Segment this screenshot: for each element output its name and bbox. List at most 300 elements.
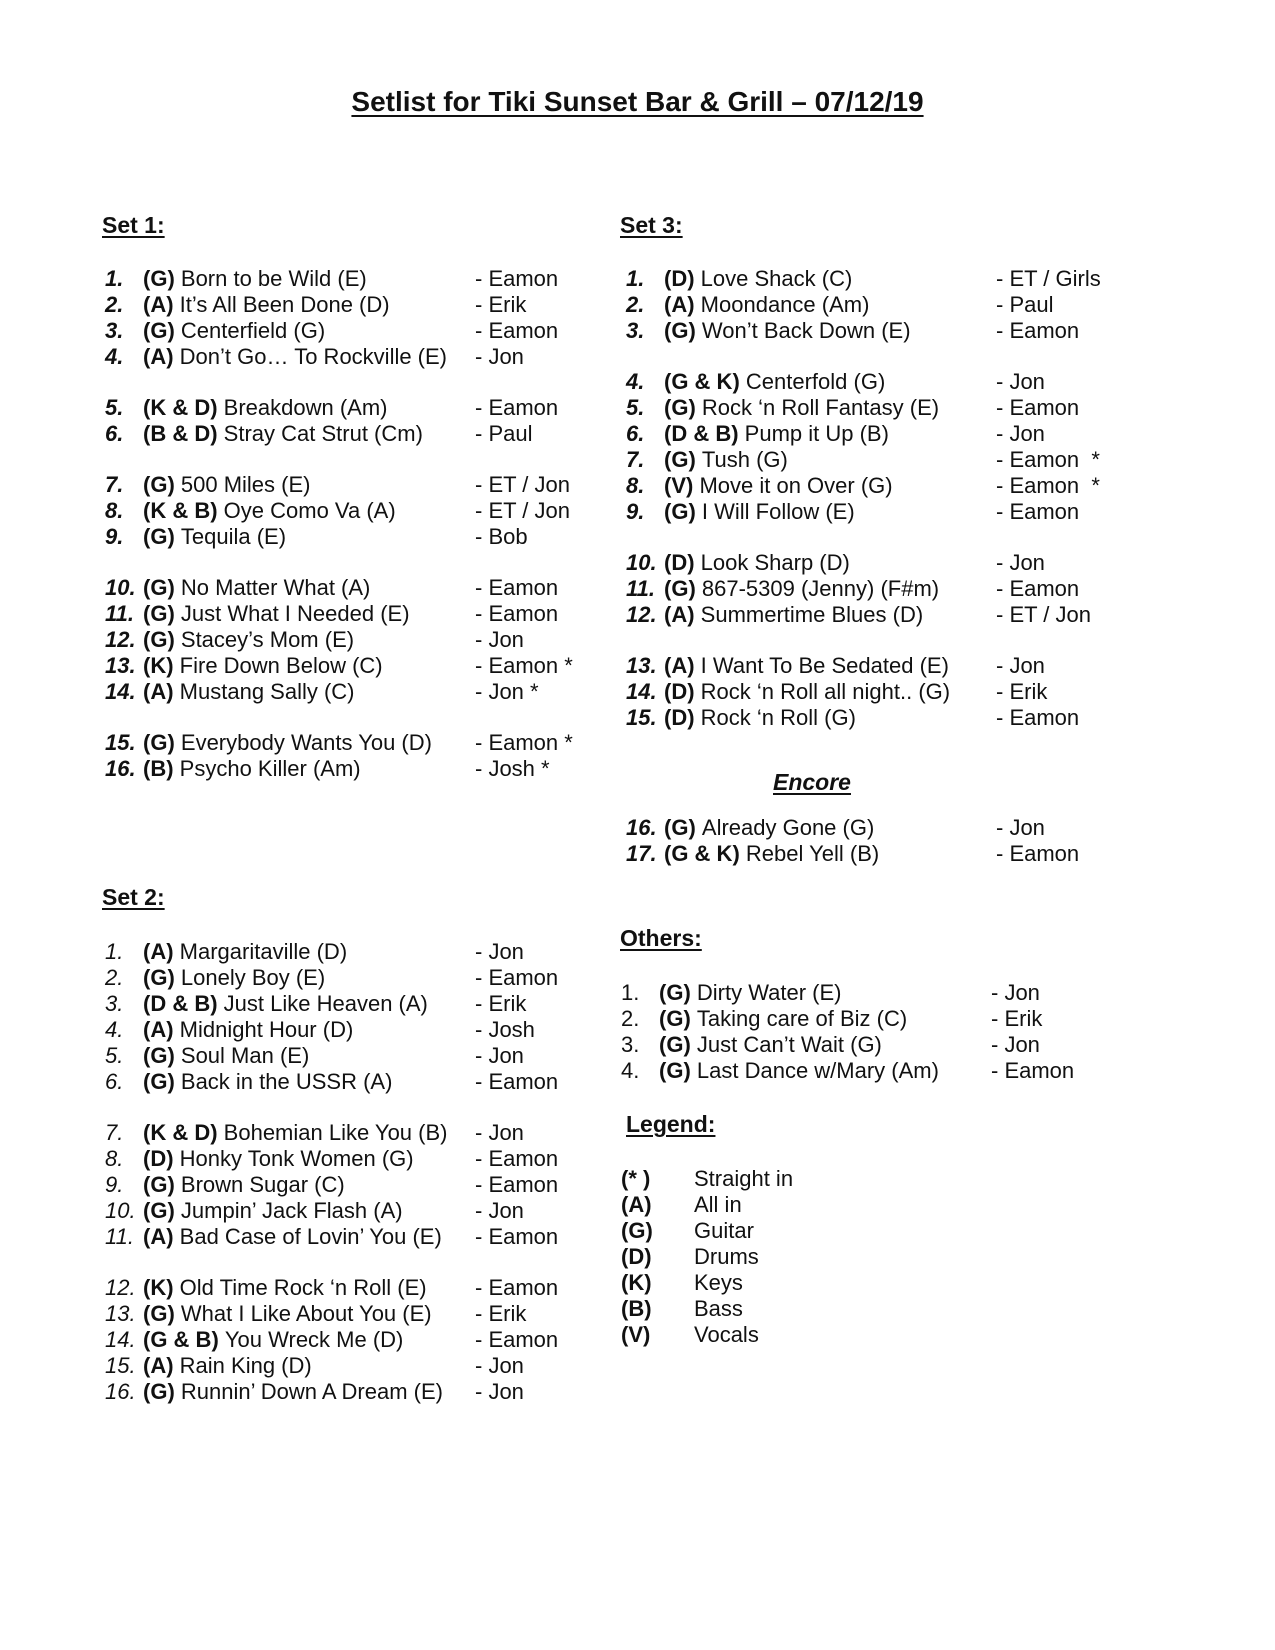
song-number: 8. [105, 498, 124, 523]
song-number: 12. [105, 627, 136, 652]
song-row [105, 472, 625, 498]
song-singer: - ET / Girls [996, 266, 1101, 291]
song-label [664, 602, 923, 628]
song-title: Runnin’ Down A Dream (E) [180, 1379, 443, 1404]
song-singer: - Jon [475, 1043, 524, 1068]
song-title: Stray Cat Strut (Cm) [223, 421, 423, 446]
song-singer: - Paul [475, 421, 533, 446]
song-title: Pump it Up (B) [744, 421, 889, 446]
song-label [143, 1327, 403, 1353]
song-instrument: (B & D) [143, 421, 218, 446]
song-instrument: (K & D) [143, 395, 218, 420]
song-instrument: (G) [664, 815, 696, 840]
song-label [143, 1353, 312, 1379]
song-label [143, 965, 325, 991]
song-row [626, 602, 1146, 628]
song-title: Jumpin’ Jack Flash (A) [180, 1198, 403, 1223]
song-label [143, 1379, 443, 1405]
page-title: Setlist for Tiki Sunset Bar & Grill – 07/12/19 [351, 86, 924, 117]
song-instrument: (K & B) [143, 498, 218, 523]
legend-item [621, 1192, 921, 1218]
song-singer: - Jon [475, 344, 524, 369]
song-number: 9. [105, 524, 124, 549]
legend-item [621, 1218, 921, 1244]
song-title: Old Time Rock ‘n Roll (E) [179, 1275, 427, 1300]
song-instrument: (G) [143, 1043, 175, 1068]
song-instrument: (G) [664, 447, 696, 472]
song-number: 1. [621, 980, 640, 1005]
song-title: Margaritaville (D) [179, 939, 348, 964]
song-row [105, 1379, 625, 1405]
song-instrument: (A) [664, 653, 695, 678]
song-row [626, 815, 1146, 841]
song-title: I Will Follow (E) [701, 499, 855, 524]
song-title: 867-5309 (Jenny) (F#m) [701, 576, 940, 601]
song-label [143, 266, 367, 292]
song-title: No Matter What (A) [180, 575, 371, 600]
song-label [143, 601, 410, 627]
song-title: Tush (G) [701, 447, 788, 472]
song-title: Just Like Heaven (A) [223, 991, 428, 1016]
song-title: Back in the USSR (A) [180, 1069, 393, 1094]
song-number: 5. [626, 395, 645, 420]
song-number: 14. [626, 679, 657, 704]
legend-item [621, 1322, 921, 1348]
song-row [105, 730, 625, 756]
song-singer: - Eamon [475, 395, 559, 420]
song-number: 11. [105, 1224, 134, 1249]
song-singer: - Eamon [475, 601, 559, 626]
song-number: 11. [626, 576, 655, 601]
song-singer: - Eamon [475, 266, 559, 291]
song-label [143, 1301, 432, 1327]
song-row [105, 1301, 625, 1327]
song-row [621, 1006, 1141, 1032]
song-instrument: (V) [664, 473, 694, 498]
song-label [664, 266, 852, 292]
song-title: Bad Case of Lovin’ You (E) [179, 1224, 442, 1249]
song-singer: - ET / Jon [996, 602, 1091, 627]
song-row [626, 550, 1146, 576]
song-title: Midnight Hour (D) [179, 1017, 354, 1042]
song-singer: - Jon [475, 1120, 524, 1145]
song-instrument: (G) [143, 730, 175, 755]
legend-value: All in [694, 1192, 742, 1217]
song-instrument: (G) [664, 576, 696, 601]
song-number: 1. [105, 266, 124, 291]
song-label [143, 627, 354, 653]
song-row [626, 395, 1146, 421]
others-list [621, 980, 1141, 1084]
song-singer: - Eamon [996, 841, 1080, 866]
song-row [105, 939, 625, 965]
legend-key: (K) [621, 1270, 652, 1295]
song-number: 8. [105, 1146, 124, 1171]
song-number: 5. [105, 395, 124, 420]
song-label [664, 499, 855, 525]
song-row [105, 318, 625, 344]
song-number: 12. [626, 602, 657, 627]
song-row [626, 576, 1146, 602]
song-row [105, 498, 625, 524]
song-instrument: (G) [143, 472, 175, 497]
set3-heading: Set 3: [620, 212, 683, 238]
song-number: 2. [621, 1006, 640, 1031]
song-label [143, 575, 370, 601]
song-row [105, 1043, 625, 1069]
song-label [659, 980, 842, 1006]
song-label [664, 318, 911, 344]
song-title: Just What I Needed (E) [180, 601, 410, 626]
song-instrument: (G & K) [664, 369, 740, 394]
legend-key: (D) [621, 1244, 652, 1269]
song-title: Move it on Over (G) [699, 473, 893, 498]
song-number: 1. [105, 939, 124, 964]
song-number: 2. [626, 292, 645, 317]
song-title: Lonely Boy (E) [180, 965, 326, 990]
song-instrument: (A) [143, 1224, 174, 1249]
song-instrument: (G) [664, 395, 696, 420]
song-singer: - Eamon [475, 318, 559, 343]
song-singer: - Jon [996, 653, 1045, 678]
legend-key: (* ) [621, 1166, 651, 1191]
song-row [626, 266, 1146, 292]
set1-heading: Set 1: [102, 212, 165, 238]
song-instrument: (A) [664, 292, 695, 317]
song-instrument: (A) [143, 292, 174, 317]
song-singer: - Jon * [475, 679, 539, 704]
song-singer: - Jon [475, 939, 524, 964]
song-singer: - Erik [475, 1301, 527, 1326]
song-instrument: (G) [143, 1069, 175, 1094]
song-instrument: (A) [143, 1353, 174, 1378]
song-instrument: (G) [659, 1032, 691, 1057]
song-instrument: (D) [664, 705, 695, 730]
song-singer: - Eamon [475, 1224, 559, 1249]
song-row [105, 524, 625, 550]
song-row [105, 965, 625, 991]
song-singer: - Jon [475, 1379, 524, 1404]
song-number: 3. [105, 318, 124, 343]
song-singer: - Jon [991, 980, 1040, 1005]
song-singer: - Eamon * [996, 447, 1100, 472]
legend-key: (G) [621, 1218, 653, 1243]
legend-value: Guitar [694, 1218, 754, 1243]
song-label [664, 576, 939, 602]
song-title: Born to be Wild (E) [180, 266, 367, 291]
song-number: 13. [105, 653, 136, 678]
song-instrument: (G) [143, 1379, 175, 1404]
song-title: Soul Man (E) [180, 1043, 310, 1068]
song-number: 17. [626, 841, 657, 866]
song-singer: - Eamon [996, 705, 1080, 730]
legend-item [621, 1244, 921, 1270]
song-label [143, 756, 361, 782]
song-number: 16. [105, 756, 136, 781]
song-singer: - Eamon * [475, 730, 573, 755]
song-label [143, 1275, 427, 1301]
song-label [664, 292, 869, 318]
song-label [664, 473, 893, 499]
legend-item [621, 1270, 921, 1296]
song-number: 9. [626, 499, 645, 524]
song-row [626, 421, 1146, 447]
song-title: Tequila (E) [180, 524, 287, 549]
song-row [626, 292, 1146, 318]
song-instrument: (D) [143, 1146, 174, 1171]
song-singer: - Jon [991, 1032, 1040, 1057]
song-label [664, 841, 879, 867]
song-number: 13. [105, 1301, 136, 1326]
song-number: 12. [105, 1275, 136, 1300]
song-number: 3. [626, 318, 645, 343]
song-title: Centerfield (G) [180, 318, 326, 343]
song-row [105, 1224, 625, 1250]
song-instrument: (G) [143, 524, 175, 549]
song-singer: - Eamon * [996, 473, 1100, 498]
song-instrument: (K) [143, 653, 174, 678]
song-instrument: (G) [143, 1198, 175, 1223]
song-singer: - Erik [991, 1006, 1043, 1031]
song-singer: - Eamon [475, 1172, 559, 1197]
song-label [659, 1032, 882, 1058]
legend-item [621, 1166, 921, 1192]
song-row [105, 421, 625, 447]
song-label [143, 344, 447, 370]
song-number: 9. [105, 1172, 124, 1197]
song-number: 5. [105, 1043, 124, 1068]
song-row [105, 601, 625, 627]
song-label [664, 653, 949, 679]
song-instrument: (G) [664, 318, 696, 343]
song-title: Stacey’s Mom (E) [180, 627, 355, 652]
song-instrument: (D) [664, 679, 695, 704]
song-title: Centerfold (G) [745, 369, 886, 394]
song-singer: - Erik [475, 292, 527, 317]
song-number: 8. [626, 473, 645, 498]
song-title: Mustang Sally (C) [179, 679, 355, 704]
song-row [105, 1353, 625, 1379]
song-singer: - Eamon [996, 395, 1080, 420]
legend-key: (A) [621, 1192, 652, 1217]
song-instrument: (A) [143, 939, 174, 964]
song-number: 2. [105, 292, 124, 317]
legend-value: Straight in [694, 1166, 794, 1191]
song-row [105, 991, 625, 1017]
song-number: 6. [105, 421, 124, 446]
song-instrument: (G) [143, 1172, 175, 1197]
song-number: 3. [621, 1032, 640, 1057]
song-label [664, 679, 950, 705]
song-label [143, 679, 355, 705]
song-instrument: (G) [659, 1006, 691, 1031]
song-label [664, 447, 788, 473]
encore-heading: Encore [773, 769, 851, 795]
song-number: 10. [105, 575, 136, 600]
song-singer: - Eamon [475, 1146, 559, 1171]
song-row [105, 1172, 625, 1198]
song-row [626, 447, 1146, 473]
song-label [664, 705, 856, 731]
song-label [143, 939, 347, 965]
song-singer: - Erik [996, 679, 1048, 704]
song-row [626, 841, 1146, 867]
song-instrument: (K & D) [143, 1120, 218, 1145]
song-instrument: (G) [143, 601, 175, 626]
song-title: Don’t Go… To Rockville (E) [179, 344, 448, 369]
song-singer: - Eamon [475, 965, 559, 990]
song-number: 15. [105, 730, 136, 755]
song-label [143, 1146, 414, 1172]
song-title: Brown Sugar (C) [180, 1172, 345, 1197]
song-row [105, 1120, 625, 1146]
song-instrument: (G) [143, 965, 175, 990]
set1-list [105, 266, 625, 782]
song-instrument: (D & B) [143, 991, 218, 1016]
song-row [105, 292, 625, 318]
song-number: 15. [105, 1353, 136, 1378]
song-label [664, 421, 889, 447]
song-instrument: (G) [143, 1301, 175, 1326]
song-number: 11. [105, 601, 134, 626]
song-row [105, 679, 625, 705]
song-label [143, 318, 325, 344]
song-title: You Wreck Me (D) [224, 1327, 404, 1352]
song-singer: - Eamon [996, 576, 1080, 601]
song-instrument: (D) [664, 266, 695, 291]
song-row [626, 318, 1146, 344]
song-title: Rock ‘n Roll all night.. (G) [700, 679, 951, 704]
song-title: Moondance (Am) [700, 292, 870, 317]
song-singer: - Paul [996, 292, 1054, 317]
song-title: Dirty Water (E) [696, 980, 842, 1005]
song-number: 16. [105, 1379, 136, 1404]
song-number: 6. [626, 421, 645, 446]
song-row [105, 756, 625, 782]
song-title: Look Sharp (D) [700, 550, 850, 575]
song-label [664, 550, 850, 576]
song-instrument: (G & K) [664, 841, 740, 866]
song-label [143, 524, 286, 550]
song-singer: - Eamon [996, 318, 1080, 343]
song-number: 2. [105, 965, 124, 990]
song-singer: - Jon [996, 421, 1045, 446]
song-row [621, 1058, 1141, 1084]
song-singer: - Jon [996, 815, 1045, 840]
song-number: 15. [626, 705, 657, 730]
song-singer: - Jon [475, 627, 524, 652]
song-title: Rebel Yell (B) [745, 841, 880, 866]
song-instrument: (G) [143, 575, 175, 600]
song-label [143, 1017, 353, 1043]
song-singer: - Eamon * [475, 653, 573, 678]
legend-key: (B) [621, 1296, 652, 1321]
song-number: 13. [626, 653, 657, 678]
song-title: 500 Miles (E) [180, 472, 311, 497]
song-singer: - Eamon [475, 1327, 559, 1352]
song-row [626, 369, 1146, 395]
song-singer: - Eamon [991, 1058, 1075, 1083]
song-title: Breakdown (Am) [223, 395, 388, 420]
song-singer: - Jon [475, 1198, 524, 1223]
song-row [105, 266, 625, 292]
song-title: Love Shack (C) [700, 266, 853, 291]
song-row [105, 1327, 625, 1353]
legend-item [621, 1296, 921, 1322]
song-row [626, 499, 1146, 525]
song-instrument: (G) [143, 318, 175, 343]
song-number: 7. [105, 1120, 124, 1145]
song-instrument: (B) [143, 756, 174, 781]
song-title: Already Gone (G) [701, 815, 875, 840]
song-title: Won’t Back Down (E) [701, 318, 911, 343]
song-number: 4. [105, 344, 124, 369]
song-number: 4. [105, 1017, 124, 1042]
song-instrument: (D) [664, 550, 695, 575]
song-instrument: (K) [143, 1275, 174, 1300]
song-title: What I Like About You (E) [180, 1301, 432, 1326]
others-heading: Others: [620, 925, 702, 951]
song-label [143, 421, 423, 447]
legend-heading: Legend: [626, 1111, 716, 1137]
song-row [621, 1032, 1141, 1058]
song-title: Bohemian Like You (B) [223, 1120, 448, 1145]
song-singer: - Jon [996, 550, 1045, 575]
song-label [143, 1120, 448, 1146]
song-number: 10. [105, 1198, 136, 1223]
song-number: 16. [626, 815, 657, 840]
song-number: 7. [626, 447, 645, 472]
song-row [105, 627, 625, 653]
song-title: Oye Como Va (A) [223, 498, 396, 523]
song-title: Rain King (D) [179, 1353, 312, 1378]
song-singer: - Jon [475, 1353, 524, 1378]
song-title: Psycho Killer (Am) [179, 756, 361, 781]
song-label [143, 395, 388, 421]
song-number: 10. [626, 550, 657, 575]
song-instrument: (G) [659, 1058, 691, 1083]
song-title: Rock ‘n Roll (G) [700, 705, 856, 730]
song-title: Just Can’t Wait (G) [696, 1032, 882, 1057]
song-number: 14. [105, 1327, 136, 1352]
song-number: 1. [626, 266, 645, 291]
song-singer: - Bob [475, 524, 528, 549]
song-row [626, 473, 1146, 499]
song-title: Last Dance w/Mary (Am) [696, 1058, 939, 1083]
song-row [626, 705, 1146, 731]
legend-value: Vocals [694, 1322, 759, 1347]
song-title: It’s All Been Done (D) [179, 292, 390, 317]
song-title: Everybody Wants You (D) [180, 730, 432, 755]
song-row [105, 1146, 625, 1172]
song-label [143, 1043, 309, 1069]
song-label [143, 1172, 345, 1198]
song-title: I Want To Be Sedated (E) [700, 653, 949, 678]
song-singer: - Josh [475, 1017, 535, 1042]
set2-heading: Set 2: [102, 884, 165, 910]
song-label [143, 730, 432, 756]
song-singer: - ET / Jon [475, 498, 570, 523]
song-singer: - ET / Jon [475, 472, 570, 497]
song-number: 14. [105, 679, 136, 704]
song-label [143, 498, 396, 524]
song-instrument: (A) [143, 1017, 174, 1042]
song-label [659, 1006, 907, 1032]
song-label [664, 815, 874, 841]
song-number: 7. [105, 472, 124, 497]
song-singer: - Eamon [475, 575, 559, 600]
song-label [659, 1058, 939, 1084]
